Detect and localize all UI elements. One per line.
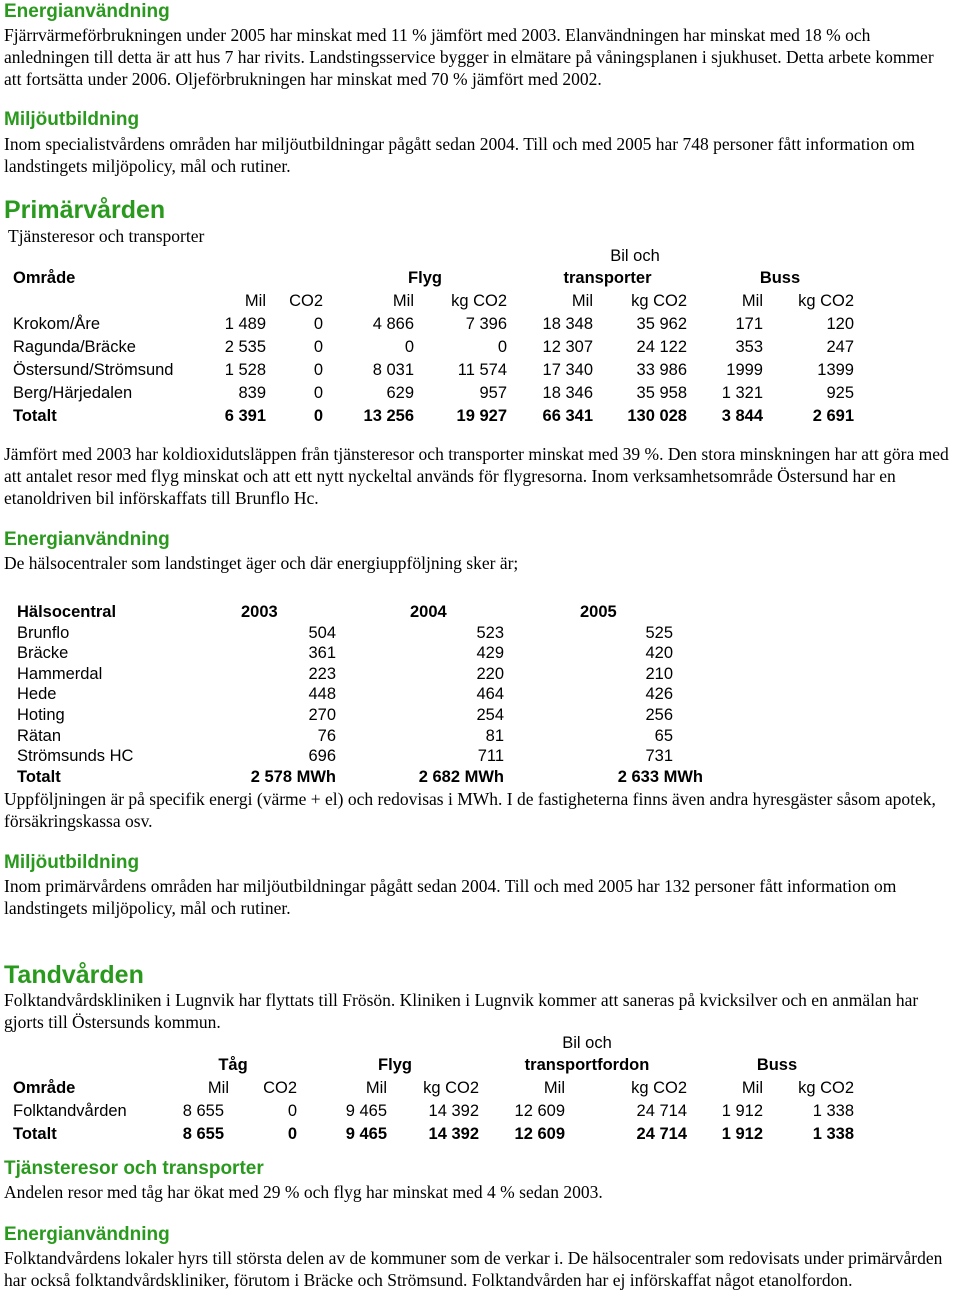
table-cell: 81 <box>485 727 504 745</box>
education-paragraph: Inom specialistvårdens områden har miljöutbildningar pågått sedan 2004. Till och med 2005 har 748 personer fått information om landstingets miljöpolicy, mål och rutiner. <box>4 134 915 176</box>
header-year: 2004 <box>410 603 447 621</box>
table-cell: 247 <box>826 338 854 356</box>
dental-travel-paragraph: Andelen resor med tåg har ökat med 29 % och flyg har minskat med 4 % sedan 2003. <box>4 1182 603 1202</box>
unit-cell: Mil <box>741 1079 763 1097</box>
total-cell: 24 714 <box>636 1125 687 1143</box>
education-heading-2: Miljöutbildning <box>4 852 140 873</box>
total-cell: 14 392 <box>428 1125 479 1143</box>
header-year: 2005 <box>580 603 617 621</box>
table-cell: 925 <box>826 384 854 402</box>
total-cell: 66 341 <box>542 407 593 425</box>
table-cell: 33 986 <box>636 361 687 379</box>
table-cell: 18 346 <box>542 384 593 402</box>
table-cell: 4 866 <box>372 315 414 333</box>
table-cell: 18 348 <box>542 315 593 333</box>
total-cell: 19 927 <box>456 407 507 425</box>
table-cell: 0 <box>313 315 323 333</box>
energy-paragraph: Fjärrvärmeförbrukningen under 2005 har minskat med 11 % jämfört med 2003. Elanvändningen har minskat med 18 % och anledningen till detta är att hus 7 har rivits. Landstingsservice bygger in elmätare på våningsplanen i sjukhuset. Detta arbete kommer att fortsätta under 2006. Oljeförbrukningen har minskat med 70 % jämfört med 2002. <box>4 25 934 89</box>
table-cell: 8 031 <box>372 361 414 379</box>
table-cell: 210 <box>645 665 673 683</box>
header-car-line2: transporter <box>563 269 652 287</box>
table-cell: 0 <box>497 338 507 356</box>
total-label: Totalt <box>13 1125 57 1143</box>
header-bus: Buss <box>756 1056 798 1074</box>
education-paragraph-2: Inom primärvårdens områden har miljöutbildningar pågått sedan 2004. Till och med 2005 har 132 personer fått information om landstingets miljöpolicy, mål och rutiner. <box>4 876 897 918</box>
table-cell: 223 <box>308 665 336 683</box>
table-cell: 1 489 <box>224 315 266 333</box>
unit-cell: CO2 <box>263 1079 297 1097</box>
table-cell: 0 <box>287 1102 297 1120</box>
table-cell: 270 <box>308 706 336 724</box>
table-cell: 0 <box>313 338 323 356</box>
table-cell: 12 609 <box>514 1102 565 1120</box>
total-cell: 2 578 MWh <box>250 768 336 786</box>
dental-travel-heading: Tjänsteresor och transporter <box>4 1158 264 1179</box>
table-cell: 35 958 <box>636 384 687 402</box>
row-label: Bräcke <box>17 644 69 662</box>
unit-cell: CO2 <box>289 292 323 310</box>
unit-cell: kg CO2 <box>798 292 854 310</box>
unit-cell: Mil <box>244 292 266 310</box>
table-cell: 1 528 <box>224 361 266 379</box>
table-cell: 171 <box>735 315 763 333</box>
table-cell: 0 <box>313 384 323 402</box>
row-area: Östersund/Strömsund <box>13 361 174 379</box>
total-cell: 1 338 <box>812 1125 854 1143</box>
total-cell: 6 391 <box>224 407 266 425</box>
table-cell: 254 <box>476 706 504 724</box>
row-label: Hoting <box>17 706 65 724</box>
education-heading: Miljöutbildning <box>4 109 140 130</box>
unit-cell: Mil <box>365 1079 387 1097</box>
travel-subheading: Tjänsteresor och transporter <box>8 226 205 246</box>
primary-care-heading: Primärvården <box>4 196 166 224</box>
header-area: Område <box>13 1079 76 1097</box>
primary-care-paragraph: Jämfört med 2003 har koldioxidutsläppen från tjänsteresor och transporter minskat med 39 %. Den stora minskningen har att göra med att antalet resor med flyg minskat och att ett nytt nyckeltal används för flygresorna. Inom verksamhetsområde Östersund har en etanoldriven bil införskaffats till Brunflo Hc. <box>4 444 949 508</box>
table-cell: 1 321 <box>721 384 763 402</box>
total-cell: 1 912 <box>721 1125 763 1143</box>
row-label: Strömsunds HC <box>17 747 134 765</box>
header-car-line2: transportfordon <box>524 1056 650 1074</box>
table-cell: 731 <box>645 747 673 765</box>
total-cell: 9 465 <box>345 1125 387 1143</box>
unit-cell: Mil <box>571 292 593 310</box>
header-flight: Flyg <box>408 269 442 287</box>
row-label: Hede <box>17 685 57 703</box>
dental-care-paragraph: Folktandvårdskliniken i Lugnvik har flyttats till Frösön. Kliniken i Lugnvik kommer att saneras på kvicksilver och en anmälan har gjorts till Östersunds kommun. <box>4 990 919 1032</box>
energy-intro: De hälsocentraler som landstinget äger och där energiuppföljning sker är; <box>4 553 519 573</box>
total-cell: 2 691 <box>812 407 854 425</box>
row-label: Hammerdal <box>17 665 103 683</box>
dental-energy-paragraph: Folktandvårdens lokaler hyrs till största delen av de kommuner som de verkar i. De hälsocentraler som redovisats under primärvården har också folktandvårdskliniker, förutom i Bräcke och Strömsund. Folktandvården har ej införskaffat något etanolfordon. <box>4 1248 943 1290</box>
table-cell: 8 655 <box>182 1102 224 1120</box>
table-cell: 429 <box>476 644 504 662</box>
header-bus: Buss <box>759 269 801 287</box>
header-car-line1: Bil och <box>562 1034 612 1052</box>
table-cell: 711 <box>477 747 504 765</box>
row-area: Folktandvården <box>13 1102 127 1120</box>
unit-cell: kg CO2 <box>631 1079 687 1097</box>
table-cell: 0 <box>313 361 323 379</box>
table-cell: 2 535 <box>224 338 266 356</box>
unit-cell: Mil <box>543 1079 565 1097</box>
table-cell: 24 714 <box>636 1102 687 1120</box>
energy-followup-paragraph: Uppföljningen är på specifik energi (värme + el) och redovisas i MWh. I de fastigheterna finns även andra hyresgäster såsom apotek, försäkringskassa osv. <box>4 789 936 831</box>
table-cell: 420 <box>645 644 673 662</box>
unit-cell: kg CO2 <box>423 1079 479 1097</box>
table-cell: 1399 <box>817 361 854 379</box>
header-train: Tåg <box>218 1056 248 1074</box>
total-cell: 8 655 <box>182 1125 224 1143</box>
total-label: Totalt <box>13 407 57 425</box>
table-cell: 523 <box>476 624 504 642</box>
table-cell: 1 338 <box>812 1102 854 1120</box>
table-cell: 65 <box>654 727 673 745</box>
energy-heading-2: Energianvändning <box>4 529 170 550</box>
table-cell: 1999 <box>726 361 763 379</box>
row-area: Krokom/Åre <box>13 315 101 333</box>
total-cell: 13 256 <box>363 407 414 425</box>
dental-energy-heading: Energianvändning <box>4 1224 170 1245</box>
table-cell: 256 <box>645 706 673 724</box>
table-cell: 9 465 <box>345 1102 387 1120</box>
table-cell: 76 <box>317 727 336 745</box>
total-cell: 2 633 MWh <box>617 768 703 786</box>
total-cell: 0 <box>313 407 323 425</box>
table-cell: 220 <box>476 665 504 683</box>
header-flight: Flyg <box>378 1056 412 1074</box>
table-cell: 14 392 <box>428 1102 479 1120</box>
unit-cell: kg CO2 <box>798 1079 854 1097</box>
table-cell: 525 <box>645 624 673 642</box>
header-area: Område <box>13 269 76 287</box>
unit-cell: kg CO2 <box>631 292 687 310</box>
row-label: Brunflo <box>17 624 70 642</box>
unit-cell: Mil <box>207 1079 229 1097</box>
row-label: Rätan <box>17 727 62 745</box>
table-cell: 957 <box>479 384 507 402</box>
header-year: 2003 <box>241 603 278 621</box>
header-car-line1: Bil och <box>610 247 660 265</box>
table-cell: 1 912 <box>721 1102 763 1120</box>
unit-cell: kg CO2 <box>451 292 507 310</box>
table-cell: 12 307 <box>542 338 593 356</box>
table-cell: 353 <box>735 338 763 356</box>
total-cell: 3 844 <box>721 407 763 425</box>
table-cell: 7 396 <box>465 315 507 333</box>
total-cell: 0 <box>287 1125 297 1143</box>
dental-care-heading: Tandvården <box>4 961 144 989</box>
table-cell: 839 <box>238 384 266 402</box>
energy-heading: Energianvändning <box>4 1 170 22</box>
total-cell: 130 028 <box>627 407 687 425</box>
table-cell: 35 962 <box>636 315 687 333</box>
table-cell: 504 <box>308 624 336 642</box>
table-cell: 464 <box>476 685 504 703</box>
table-cell: 448 <box>308 685 336 703</box>
table-cell: 120 <box>826 315 854 333</box>
table-cell: 361 <box>308 644 336 662</box>
table-cell: 24 122 <box>636 338 687 356</box>
total-label: Totalt <box>17 768 61 786</box>
total-cell: 12 609 <box>514 1125 565 1143</box>
header-health-center: Hälsocentral <box>17 603 117 621</box>
table-cell: 17 340 <box>542 361 593 379</box>
table-cell: 629 <box>386 384 414 402</box>
table-cell: 11 574 <box>457 361 507 379</box>
table-cell: 426 <box>645 685 673 703</box>
row-area: Ragunda/Bräcke <box>13 338 136 356</box>
row-area: Berg/Härjedalen <box>13 384 133 402</box>
table-cell: 696 <box>308 747 336 765</box>
total-cell: 2 682 MWh <box>418 768 504 786</box>
unit-cell: Mil <box>392 292 414 310</box>
unit-cell: Mil <box>741 292 763 310</box>
table-cell: 0 <box>404 338 414 356</box>
